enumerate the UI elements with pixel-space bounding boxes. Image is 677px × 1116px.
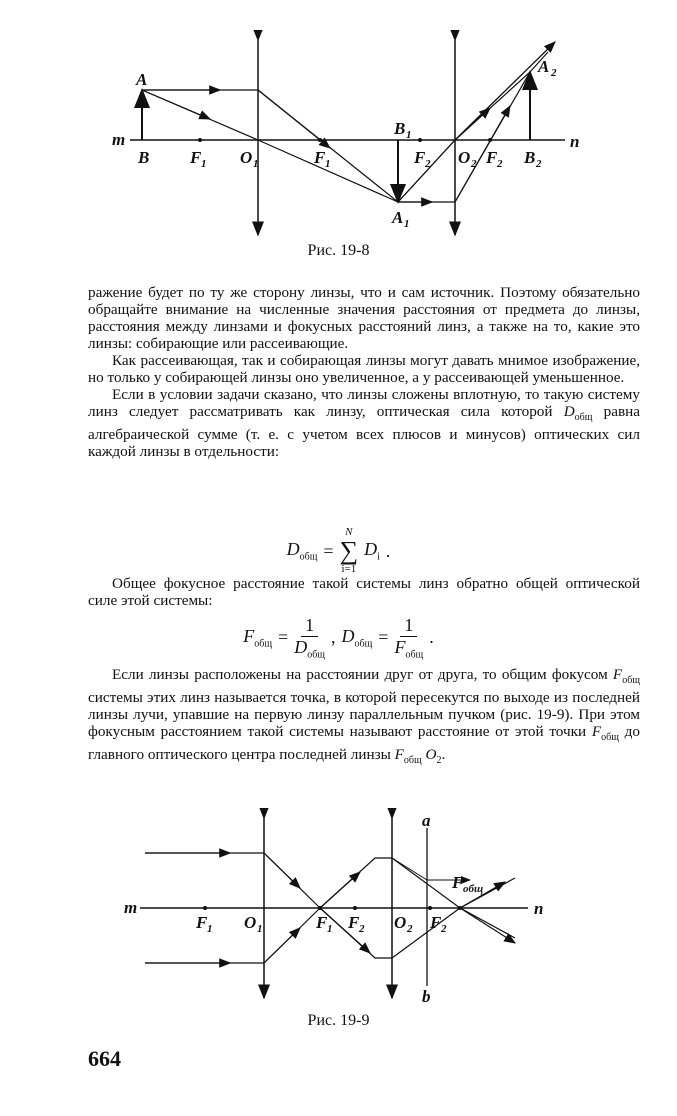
paragraph-3-symbol: D (563, 403, 575, 420)
label-m: m (112, 130, 126, 149)
focus-point (418, 138, 422, 142)
fig2-label-O2-sub: 2 (407, 923, 413, 935)
paragraph-5-symbol-4: O (425, 746, 437, 764)
figure-19-8-caption: Рис. 19-8 (307, 242, 370, 259)
fig2-label-F2a: F (348, 913, 360, 932)
fig2-label-F2b: F (430, 913, 442, 932)
paragraph-5-symbol: F (612, 666, 623, 683)
paragraph-5-part-c: до главного оптического центра последней линзы (88, 723, 640, 764)
fraction-3 (394, 615, 423, 661)
paragraph-5-subscript-3: общ (403, 755, 422, 767)
ray-5-arrow (455, 108, 490, 140)
fraction-3-numerator: 1 (400, 615, 417, 637)
focus-point (488, 138, 492, 142)
fig2-label-F1a-sub: 1 (207, 923, 213, 935)
body-text-block-1 (88, 284, 640, 460)
formula-3-equals: = (378, 627, 389, 648)
fraction-3-den-symbol: F (394, 636, 406, 657)
label-B1: B (394, 119, 406, 138)
ray-3 (398, 72, 530, 202)
paragraph-1: ражение будет по ту же сторону линзы, что и сам источник. Поэтому обязательно обращайте внимание на численные значения расстояния от предмета до линзы, расстояния между линзами и фокусных расстояний линз, а также на то, какие это линзы: собирающие или рассеивающие. (88, 284, 640, 352)
body-text-block-3 (88, 666, 640, 769)
paragraph-3-subscript: общ (574, 412, 593, 424)
formula-2-lhs-sub: общ (254, 638, 273, 650)
figure-19-9-caption: Рис. 19-9 (307, 1012, 370, 1029)
fig2-ray-2b-arrow (264, 928, 300, 963)
label-B: B (138, 148, 150, 167)
formula-2-equals: = (278, 627, 289, 648)
paragraph-5-subscript-4: 2 (436, 755, 442, 767)
focus-point (198, 138, 202, 142)
fig2-aux-ray (392, 858, 427, 880)
label-A2: A (538, 57, 550, 76)
paragraph-5-part-a: Если линзы расположены на расстоянии друг от друга, то общим фокусом (112, 666, 613, 683)
label-A1-sub: 1 (404, 218, 410, 230)
label-A: A (136, 70, 148, 89)
fig2-label-O1: O (244, 913, 257, 932)
formula-2-lhs: F (243, 626, 255, 647)
page-number: 664 (88, 1046, 121, 1071)
fraction-3-den-sub: общ (405, 649, 424, 661)
paragraph-5-subscript: общ (622, 675, 640, 687)
ray-5 (398, 52, 548, 202)
label-O2-sub: 2 (471, 158, 477, 170)
ray-2-arrow (142, 90, 210, 119)
figure-19-9 (0, 808, 677, 1008)
fig2-label-n: n (534, 899, 544, 918)
fraction-3-denominator (394, 637, 423, 661)
paragraph-3 (88, 386, 640, 460)
summation (340, 527, 359, 575)
label-F2b-sub: 2 (497, 158, 503, 170)
fraction-2-den-sub: общ (307, 649, 325, 661)
formula-1-term-sub: i (377, 551, 380, 563)
fig2-ray-1-arrow (264, 853, 300, 888)
paragraph-3-part-a: Если в условии задачи сказано, что линзы сложены вплотную, то такую систему линз следует рассматривать как линзу, оптическая сила которой (88, 386, 640, 420)
fig2-label-Fobsh-sub: общ (463, 883, 484, 895)
paragraph-5 (88, 666, 640, 769)
figure-19-8 (0, 30, 677, 245)
fig2-label-a: a (422, 811, 431, 830)
paragraph-5-subscript-2: общ (601, 732, 619, 744)
fig2-label-F2a-sub: 2 (359, 923, 365, 935)
paragraph-4: Общее фокусное расстояние такой системы линз обратно общей оптической силе этой системы: (88, 575, 640, 609)
fraction-2 (294, 615, 325, 661)
figure-19-9-diagram (0, 808, 677, 1008)
label-F1b: F (314, 148, 326, 167)
label-F1a-sub: 1 (201, 158, 207, 170)
label-F2a: F (414, 148, 426, 167)
fig2-focus-point (203, 906, 207, 910)
label-F2b: F (486, 148, 498, 167)
formula-3-lhs: D (341, 626, 355, 647)
formula-1-lhs: D (286, 539, 300, 560)
fig2-ray-2-arrow (320, 872, 360, 908)
fig2-focus-point (353, 906, 357, 910)
formula-1-lhs-sub: общ (299, 551, 318, 563)
label-O1-sub: 1 (253, 158, 259, 170)
fig2-focus-point (458, 906, 462, 910)
formula-1-end: . (385, 540, 391, 561)
paragraph-3-part-b: равна алгебраической сумме (т. е. с учетом всех плюсов и минусов) оптических сил каждой линзы в отдельности: (88, 403, 640, 461)
sum-lower-limit: i=1 (341, 563, 357, 575)
sum-upper-limit: N (345, 526, 353, 538)
label-O1: O (240, 148, 253, 167)
label-F2a-sub: 2 (425, 158, 431, 170)
fraction-2-denominator (294, 637, 325, 661)
paragraph-5-part-b: системы этих линз называется точка, в которой пересекутся по выходе из последней линзы лучи, упавшие на первую линзу параллельным пучком (рис. 19-9). При этом фокусным расстоянием такой системы называют расстояние от этой точки (88, 689, 640, 741)
fig2-ray-1c-arrow (460, 908, 515, 943)
fig2-focus-point (318, 906, 322, 910)
fig2-label-F2b-sub: 2 (441, 923, 447, 935)
label-n: n (570, 132, 580, 151)
label-B2: B (524, 148, 536, 167)
formula-focal-length (0, 615, 677, 661)
formula-1-equals: = (323, 540, 334, 561)
paragraph-5-symbol-2: F (591, 723, 602, 741)
fig2-label-b: b (422, 987, 431, 1006)
formula-3-end: . (429, 627, 434, 648)
label-A1: A (392, 208, 404, 227)
sigma-symbol: ∑ (339, 536, 359, 565)
body-text-block-2 (88, 575, 640, 609)
formula-separator: , (331, 627, 336, 648)
label-O2: O (458, 148, 471, 167)
fig2-label-O2: O (394, 913, 407, 932)
fig2-label-O1-sub: 1 (257, 923, 263, 935)
fraction-2-den-symbol: D (294, 636, 308, 657)
label-A2-sub: 2 (551, 67, 557, 79)
label-B2-sub: 2 (536, 158, 542, 170)
formula-1-term: D (364, 539, 378, 560)
fig2-ray-1-path (264, 853, 515, 958)
fig2-label-m: m (124, 898, 138, 917)
fraction-2-numerator: 1 (301, 615, 318, 637)
formula-3-lhs-sub: общ (354, 638, 373, 650)
fig2-label-F1b: F (316, 913, 328, 932)
paragraph-5-symbol-3: F (394, 746, 404, 764)
focus-point (318, 138, 322, 142)
fig2-label-Fobsh: F (452, 873, 464, 892)
paragraph-2: Как рассеивающая, так и собирающая линзы могут давать мнимое изображение, но только у собирающей линзы оно увеличенное, а у рассеивающей уменьшенное. (88, 352, 640, 386)
ray-4 (398, 42, 555, 202)
paragraph-5-end: . (441, 746, 446, 764)
fig2-label-F1a: F (196, 913, 208, 932)
fig2-ray-2-path (264, 858, 515, 963)
label-F1b-sub: 1 (325, 158, 331, 170)
fig2-label-F1b-sub: 1 (327, 923, 333, 935)
figure-19-8-diagram (0, 30, 677, 245)
label-B1-sub: 1 (406, 129, 412, 141)
label-F1a: F (190, 148, 202, 167)
formula-total-power (0, 527, 677, 575)
fig2-focus-point (428, 906, 432, 910)
